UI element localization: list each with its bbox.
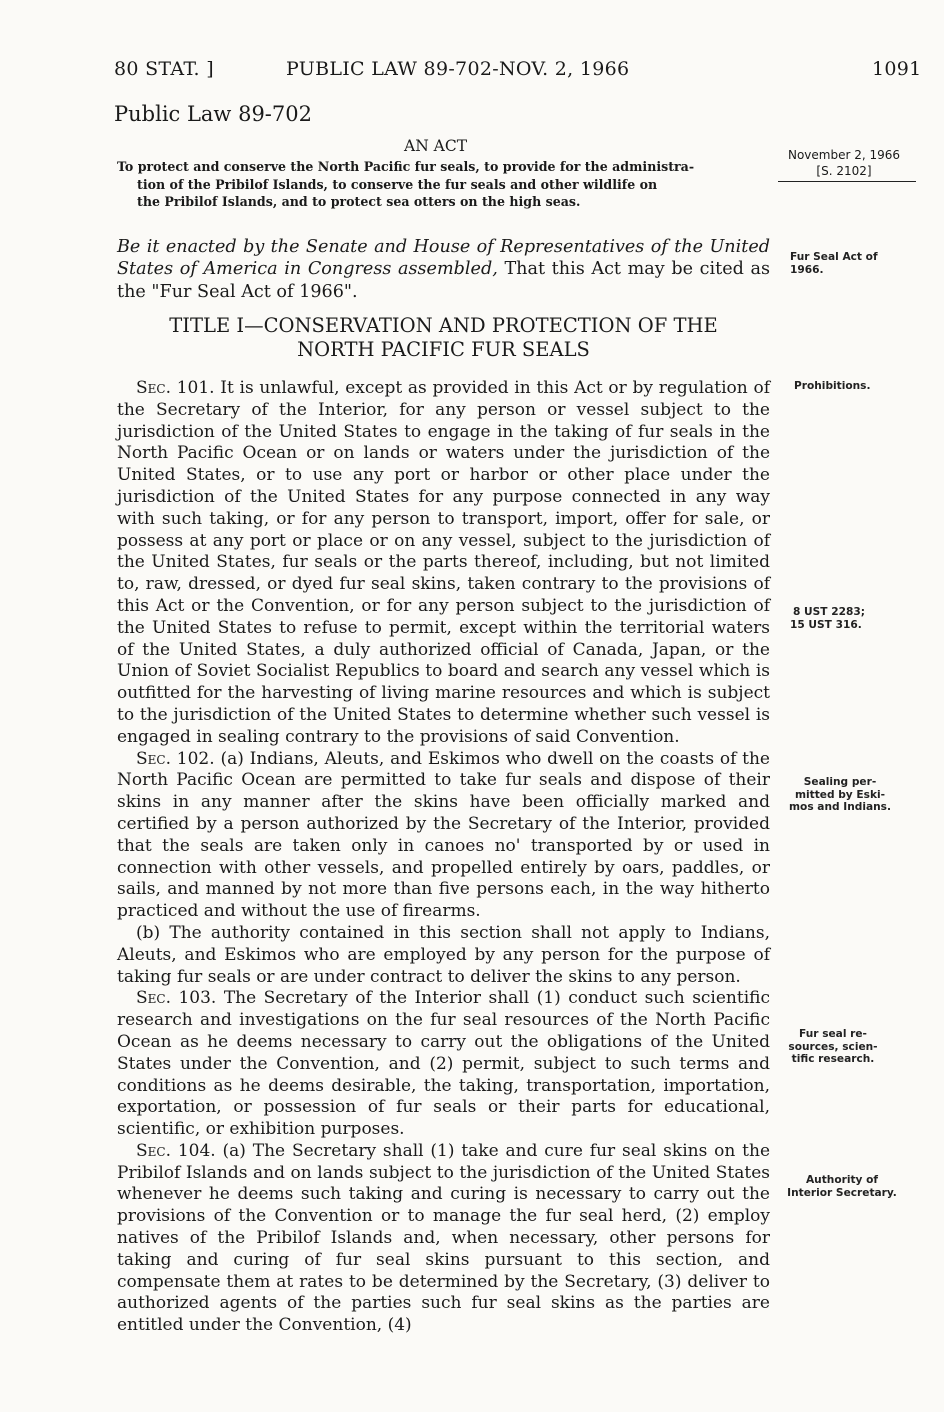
section-text: (b) The authority contained in this section shall not apply to Indians, Aleuts, and Eskimos who are employed by any person for the purpose of taking fur seals or are under contract to deliver the skins to any person. bbox=[117, 922, 770, 987]
section-102a bbox=[117, 749, 770, 923]
body-text bbox=[117, 378, 770, 1337]
margin-note-line: Interior Secretary. bbox=[787, 1186, 897, 1199]
margin-note-line: 8 UST 2283; bbox=[793, 606, 865, 618]
margin-note-line: mos and Indians. bbox=[789, 801, 891, 813]
enactment-date: November 2, 1966 bbox=[787, 148, 901, 162]
section-label: Sec. 101. bbox=[136, 378, 215, 398]
enacting-clause-italic: Be it enacted by the Senate and House of Representatives of the United States of America in Congress assembled, bbox=[117, 237, 770, 280]
margin-note-line: Fur Seal Act of bbox=[790, 251, 878, 263]
date-note bbox=[776, 147, 912, 179]
margin-note-authority bbox=[774, 1174, 910, 1199]
section-label: Sec. 104. bbox=[136, 1140, 216, 1161]
enacting-clause bbox=[117, 236, 770, 303]
margin-note-short-title bbox=[790, 251, 878, 276]
section-text: (a) Indians, Aleuts, and Eskimos who dwell on the coasts of the North Pacific Ocean are permitted to take fur seals and dispose of their skins in any manner after the skins have been officially marked and certified by a person authorized by the Secretary of the Interior, provided that the seals are taken only in canoes no' transported by or used in connection with other vessels, and propelled entirely by oars, paddles, or sails, and manned by not more than five persons each, in the way hitherto practiced and without the use of firearms. bbox=[117, 748, 770, 922]
public-law-label: Public Law 89-702 bbox=[114, 102, 312, 126]
margin-note-line: 15 UST 316. bbox=[790, 618, 862, 631]
section-104 bbox=[117, 1141, 770, 1337]
section-101 bbox=[117, 378, 770, 749]
margin-note-line: tific research. bbox=[791, 1053, 875, 1065]
title-line-2: NORTH PACIFIC FUR SEALS bbox=[297, 338, 590, 361]
section-label: Sec. 103. bbox=[136, 988, 217, 1009]
margin-note-prohibitions: Prohibitions. bbox=[794, 380, 871, 392]
section-text: It is unlawful, except as provided in this Act or by regulation of the Secretary of the Interior, for any person or vessel subject to the jurisdiction of the United States to engage in the taking of fur seals in the North Pacific Ocean or on lands or waters under the jurisdiction of the United States, or to use any port or harbor or other place under the jurisdiction of the United States for any purpose connected in any way with such taking, or for any person to transport, import, offer for sale, or possess at any port or place or on any vessel, subject to the jurisdiction of the United States, fur seals or the parts thereof, including, but not limited to, raw, dressed, or dyed fur seal skins, taken contrary to the provisions of this Act or the Convention, or for any person subject to the jurisdiction of the United States to refuse to permit, except within the territorial waters of the United States, a duly authorized official of Canada, Japan, or the Union of Soviet Socialist Republics to board and search any vessel which is outfitted for the harvesting of living marine resources and which is subject to the jurisdiction of the United States to determine whether such vessel is engaged in sealing contrary to the provisions of said Convention. bbox=[117, 378, 770, 747]
purpose-line-1: To protect and conserve the North Pacific fur seals, to provide for the administra- bbox=[117, 159, 695, 174]
purpose-line-3: the Pribilof Islands, and to protect sea otters on the high seas. bbox=[137, 194, 581, 210]
margin-note-line: Fur seal re- bbox=[799, 1028, 867, 1040]
purpose-line-2: tion of the Pribilof Islands, to conserve the fur seals and other wildlife on bbox=[137, 176, 658, 192]
section-103 bbox=[117, 988, 770, 1141]
margin-note-line: 1966. bbox=[790, 263, 824, 276]
section-text: (a) The Secretary shall (1) take and cure fur seal skins on the Pribilof Islands and on lands subject to the jurisdiction of the United States whenever he deems such taking and curing is necessary to carry out the provisions of the Convention or to manage the fur seal herd, (2) employ natives of the Pribilof Islands and, when necessary, other persons for taking and curing of fur seal skins pursuant to this section, and compensate them at rates to be determined by the Secretary, (3) deliver to authorized agents of the parties such fur seal skins as the parties are entitled under the Convention, (4) bbox=[117, 1140, 771, 1336]
margin-note-research bbox=[778, 1028, 888, 1066]
title-line-1: TITLE I—CONSERVATION AND PROTECTION OF THE bbox=[169, 314, 718, 337]
section-102b bbox=[117, 923, 770, 988]
date-rule bbox=[778, 181, 916, 182]
margin-note-line: Sealing per- bbox=[803, 776, 877, 788]
section-label: Sec. 102. bbox=[136, 748, 215, 769]
margin-note-line: sources, scien- bbox=[788, 1040, 878, 1053]
bill-number: [S. 2102] bbox=[816, 164, 872, 178]
margin-note-sealing bbox=[776, 776, 904, 814]
margin-note-line: Authority of bbox=[805, 1174, 879, 1186]
page-number: 1091 bbox=[872, 58, 922, 80]
running-header-title: PUBLIC LAW 89-702-NOV. 2, 1966 bbox=[286, 58, 630, 80]
section-text: The Secretary of the Interior shall (1) conduct such scientific research and investigations on the fur seal resources of the North Pacific Ocean as he deems necessary to carry out the obligations of the United States under the Convention, and (2) permit, subject to such terms and conditions as he deems desirable, the taking, transportation, importation, exportation, or possession of fur seals or their parts for educational, scientific, or exhibition purposes. bbox=[117, 988, 771, 1140]
title-heading bbox=[117, 314, 770, 362]
margin-note-line: mitted by Eski- bbox=[794, 788, 886, 801]
purpose-clause bbox=[117, 158, 769, 211]
enacting-clause-rest: That this Act may be cited as the "Fur Seal Act of 1966". bbox=[117, 259, 771, 302]
act-heading: AN ACT bbox=[404, 137, 468, 155]
running-header-left: 80 STAT. ] bbox=[114, 58, 214, 80]
margin-note-citation bbox=[790, 606, 865, 631]
